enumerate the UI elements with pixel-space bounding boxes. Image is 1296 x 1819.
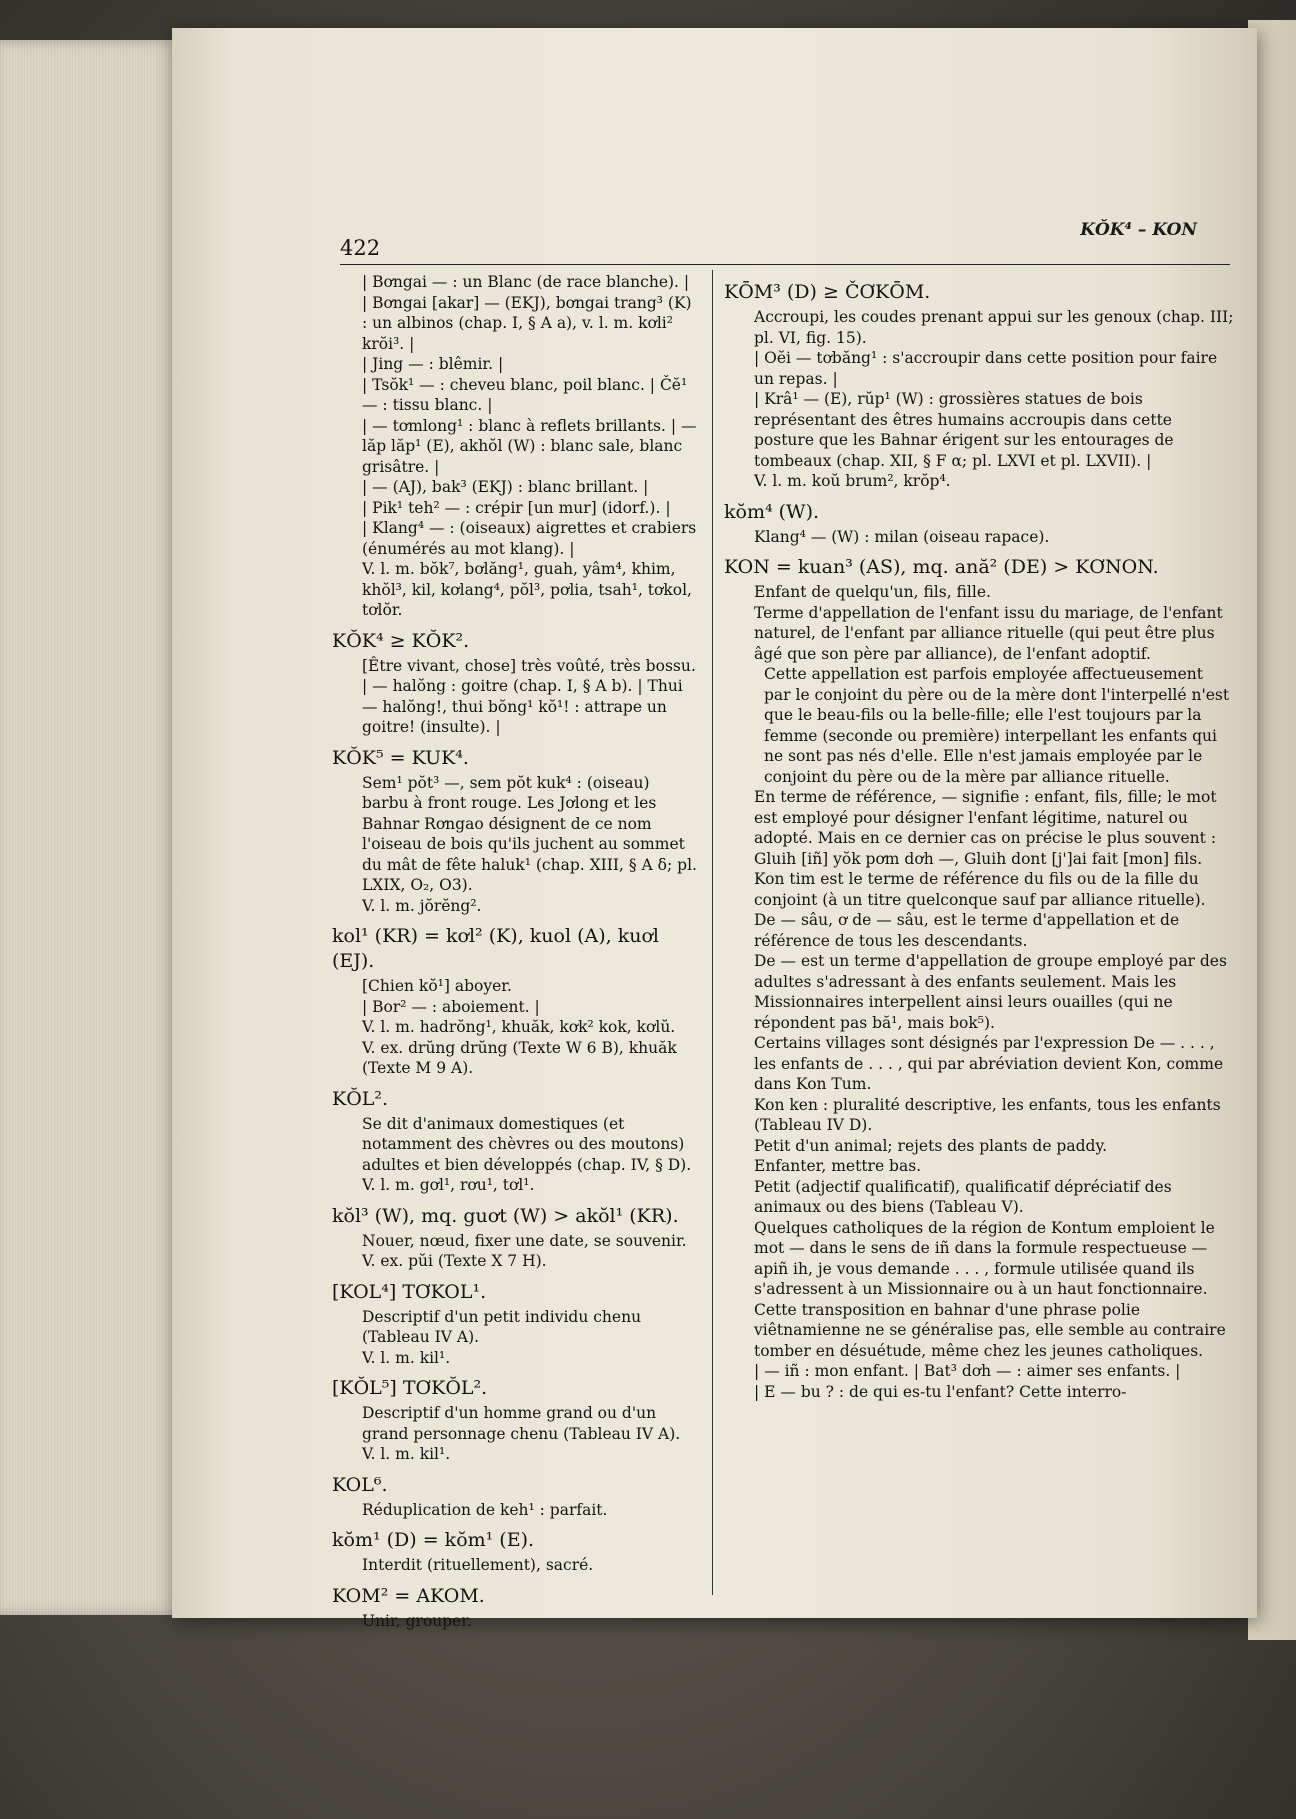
column-rule [712, 270, 713, 1595]
entry-headword: KŌM³ (D) ≥ ČƠKŌM. [724, 281, 931, 303]
entry-text: | E — bu ? : de qui es-tu l'enfant? Cette interro- [754, 1382, 1127, 1401]
entry-headword: kol¹ (KR) = kơl² (K), kuol (A), kuơl (EJ). [332, 925, 659, 972]
entry-text: Petit (adjectif qualificatif), qualificatif dépréciatif des animaux ou des biens (Tableau V). [754, 1177, 1172, 1216]
entry-text: Petit d'un animal; rejets des plants de paddy. [754, 1136, 1108, 1155]
entry-headword: [KŎL⁵] TƠKŎL². [332, 1377, 488, 1399]
entry-text: Quelques catholiques de la région de Kontum emploient le mot — dans le sens de iñ dans la formule respectueuse — apiñ ih, je vous demande . . . , formule utilisée quand ils s'adressent à un Missionnaire ou à un haut fonctionnaire. Cette transposition en bahnar d'une phrase polie viêtnamienne ne se généralise pas, elle semble au contraire tomber en désuétude, même chez les jeunes catholiques. [754, 1218, 1226, 1360]
entry-text: V. l. m. jŏrĕng². [362, 896, 482, 915]
entry-text: Klang⁴ — (W) : milan (oiseau rapace). [754, 527, 1050, 546]
entry-text: Sem¹ pŏt³ —, sem pŏt kuk⁴ : (oiseau) barbu à front rouge. Les Jơlong et les Bahnar Rơngao désignent de ce nom l'oiseau de bois qu'ils juchent au sommet du mât de fête haluk¹ (chap. XIII, § A δ; pl. LXIX, O₂, O3). [362, 773, 697, 894]
entry-text: En terme de référence, — signifie : enfant, fils, fille; le mot est employé pour désigner l'enfant légitime, naturel ou adopté. Mais en ce dernier cas on précise le plus souvent : Gluih [iñ] yŏk pơm dơh —, Gluih dont [j']ai fait [mon] fils. [754, 788, 1217, 868]
entry-headword: KOL⁶. [332, 1473, 388, 1496]
entry-text: Réduplication de keh¹ : parfait. [362, 1500, 608, 1519]
entry-headword: kŏm⁴ (W). [724, 500, 820, 523]
entry-text: Kon ken : pluralité descriptive, les enfants, tous les enfants (Tableau IV D). [754, 1095, 1221, 1134]
entry-headword: KOM² = AKOM. [332, 1584, 485, 1607]
entry-headword: [KOL⁴] TƠKOL¹. [332, 1280, 487, 1303]
header-rule [340, 264, 1230, 265]
entry-text: | Bơngai — : un Blanc (de race blanche). | [362, 273, 690, 291]
entry-headword: KŎK⁵ = KUK⁴. [332, 746, 469, 769]
entry-headword: KŎK⁴ ≥ KŎK². [332, 629, 470, 652]
entry-text: | Krâ¹ — (E), rŭp¹ (W) : grossières statues de bois représentant des êtres humains accroupis dans cette posture que les Bahnar érigent sur les entourages de tombeaux (chap. XII, § F α; pl. LXVI et pl. LXVII). | [754, 390, 1174, 470]
entry-text: Accroupi, les coudes prenant appui sur les genoux (chap. III; pl. VI, fig. 15). [754, 308, 1234, 347]
entry-text: Certains villages sont désignés par l'expression De — . . . , les enfants de . . . , qui par abréviation devient Kon, comme dans Kon Tum. [754, 1034, 1224, 1093]
entry-text: V. l. m. koŭ brum², krŏp⁴. [754, 472, 951, 490]
entry-headword: KON = kuan³ (AS), mq. ană² (DE) > KƠNON. [724, 556, 1159, 578]
entry-text: | — halŏng : goitre (chap. I, § A b). | Thui — halŏng!, thui bŏng¹ kŏ¹! : attrape un goitre! (insulte). | [362, 677, 683, 736]
entry-text: Kon tim est le terme de référence du fils ou de la fille du conjoint (à un titre quelconque sauf par alliance rituelle). [754, 870, 1206, 909]
entry-text: | — (AJ), bak³ (EKJ) : blanc brillant. | [362, 478, 649, 496]
entry-text: V. l. m. bŏk⁷, bơlăng¹, guah, yâm⁴, khim, khŏl³, kil, kơlang⁴, pŏl³, pơlia, tsah¹, tơkol, tơlŏr. [362, 560, 692, 619]
entry-text: | Tsŏk¹ — : cheveu blanc, poil blanc. | Čĕ¹ — : tissu blanc. | [362, 375, 688, 414]
entry-headword: kŏl³ (W), mq. guơt (W) > akŏl¹ (KR). [332, 1204, 679, 1227]
entry-text: | — iñ : mon enfant. | Bat³ dơh — : aimer ses enfants. | [754, 1362, 1181, 1380]
entry-text: Enfanter, mettre bas. [754, 1157, 922, 1175]
entry-text: Terme d'appellation de l'enfant issu du mariage, de l'enfant naturel, de l'enfant par alliance rituelle (qui peut être plus âgé que son père par alliance), de l'enfant adoptif. [754, 603, 1223, 663]
entry-text: De — sâu, ơ de — sâu, est le terme d'appellation et de référence de tous les descendants. [754, 911, 1180, 950]
entry-text: | Jing — : blêmir. | [362, 355, 504, 373]
entry-headword: kŏm¹ (D) = kŏm¹ (E). [332, 1529, 535, 1551]
left-column [332, 272, 697, 1631]
entry-text: | Bơngai [akar] — (EKJ), bơngai trang³ (K) : un albinos (chap. I, § A a), v. l. m. kơli² krŏi³. | [362, 293, 692, 353]
entry-text: Se dit d'animaux domestiques (et notamment des chèvres ou des moutons) adultes et bien développés (chap. IV, § D). [362, 1114, 692, 1174]
entry-text: Nouer, nœud, fixer une date, se souvenir. [362, 1231, 687, 1250]
entry-text: Interdit (rituellement), sacré. [362, 1556, 594, 1574]
entry-text: Unir, grouper. [362, 1611, 472, 1630]
entry-text: [Chien kŏ¹] aboyer. [362, 977, 512, 995]
entry-text: V. ex. drŭng drŭng (Texte W 6 B), khuăk (Texte M 9 A). [362, 1038, 677, 1077]
entry-text: | — tơmlong¹ : blanc à reflets brillants. | — lăp lăp¹ (E), akhŏl (W) : blanc sale, blanc grisâtre. | [362, 416, 697, 476]
entry-text: V. l. m. gơl¹, rơu¹, tơl¹. [362, 1176, 535, 1194]
entry-text: V. ex. pŭi (Texte X 7 H). [362, 1252, 547, 1270]
entry-text: V. l. m. kil¹. [362, 1348, 451, 1367]
entry-headword: KŎL². [332, 1087, 389, 1110]
entry-text: | Bor² — : aboiement. | [362, 997, 540, 1016]
entry-text: V. l. m. hadrŏng¹, khuăk, kơk² kok, kơlŭ. [362, 1018, 676, 1036]
entry-text: Enfant de quelqu'un, fils, fille. [754, 583, 991, 601]
entry-text: [Être vivant, chose] très voûté, très bossu. [362, 656, 696, 675]
page-edges [0, 40, 190, 1615]
entry-text: Descriptif d'un petit individu chenu (Tableau IV A). [362, 1307, 642, 1346]
entry-text: | Oĕi — tơbăng¹ : s'accroupir dans cette position pour faire un repas. | [754, 349, 1218, 388]
page-number: 422 [340, 236, 381, 260]
entry-text: Cette appellation est parfois employée affectueusement par le conjoint du père ou de la mère dont l'interpellé n'est que le beau-fils ou la belle-fille; elle l'est toujours par la femme (seconde ou première) interpellant les enfants qui ne sont pas nés d'elle. Elle n'est jamais employée par le conjoint du père ou de la mère par alliance rituelle. [764, 665, 1230, 786]
entry-text: De — est un terme d'appellation de groupe employé par des adultes s'adressant à des enfants seulement. Mais les Missionnaires interpellent ainsi leurs ouailles (qui ne répondent pas bă¹, mais bok⁵). [754, 952, 1227, 1032]
entry-text: Descriptif d'un homme grand ou d'un grand personnage chenu (Tableau IV A). [362, 1404, 681, 1443]
right-column [724, 272, 1234, 1402]
book-page [172, 28, 1257, 1630]
entry-text: | Klang⁴ — : (oiseaux) aigrettes et crabiers (énumérés au mot klang). | [362, 519, 697, 558]
running-head: KŎK⁴ – KON [1080, 220, 1197, 240]
entry-text: | Pik¹ teh² — : crépir [un mur] (idorf.). | [362, 498, 671, 517]
entry-text: V. l. m. kil¹. [362, 1445, 451, 1463]
